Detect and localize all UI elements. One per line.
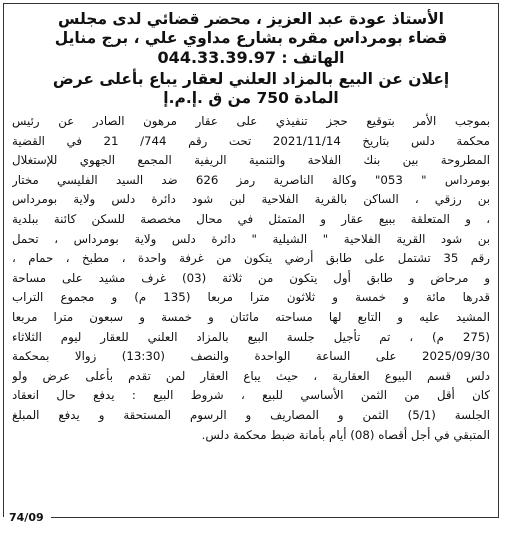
- body-line: محكمة دلس بتاريخ 2021/11/14 تحت رقم 744/ 21 في القضية: [12, 133, 490, 148]
- announcement-title: [4, 68, 498, 108]
- reference-code: 74/09: [9, 511, 44, 524]
- footer: [3, 511, 499, 525]
- phone-label: الهاتف :: [281, 49, 345, 67]
- body-line: بن رزقي ، الساكن بالقرية الفلاحية لبن شود دائرة دلس ولاية بومرداس: [12, 192, 490, 207]
- announcement-frame: [3, 3, 499, 517]
- announcement-body: [4, 108, 498, 445]
- body-line: كان أقل من الثمن الأساسي للبيع ، شروط البيع : يدفع حال انعقاد: [12, 388, 490, 403]
- body-line: (275 م) ، تم تأجيل جلسة البيع بالمزاد العلني للعقار ليوم الثلاثاء: [12, 329, 490, 344]
- header-line-1: الأستاذ عودة عبد العزيز ، محضر قضائي لدى مجلس: [58, 10, 444, 28]
- body-line: بن شود القرية الفلاحية " الشيلية " دائرة دلس ولاية بومرداس ، تحمل: [12, 231, 490, 246]
- body-line: دلس قسم البيوع العقارية ، حيث يباع العقار لمن تقدم بأعلى عرض ولو: [12, 368, 490, 383]
- body-line: بموجب الأمر بتوقيع حجز تنفيذي على عقار مرهون الصادر عن رئيس: [12, 114, 490, 128]
- body-line: ، و المتعلقة ببيع عقار و المتمثل في محال مخصصة للسكن كائنة ببلدية: [12, 211, 490, 226]
- body-line: قدرها مائة و خمسة و ثلاثون مترا مربعا (135 م) و مجموع التراب: [12, 290, 490, 305]
- header-line-2: قضاء بومرداس مقره بشارع مداوي علي ، برج منايل: [54, 29, 448, 47]
- body-line: رقم 35 تشتمل على طابق أرضي يتكون من غرفة واحدة ، مطبخ ، حمام ،: [12, 251, 490, 266]
- body-line: المطروحة بين بنك الفلاحة والتنمية الريفية المجمع الجهوي للإستغلال: [12, 153, 490, 168]
- title-line-2: المادة 750 من ق .إ.م.إ: [163, 89, 339, 107]
- body-line: المشيد عليه و التابع لها مساحته مائتان و خمسة و سبعون مترا مربعا: [12, 309, 490, 324]
- phone-number: 044.33.39.97: [157, 48, 276, 67]
- bailiff-header: [4, 4, 498, 68]
- body-line: 2025/09/30 على الساعة الواحدة والنصف (13:30) زوالا بمحكمة: [12, 349, 490, 364]
- body-line-last: المتبقي في أجل أقصاه (08) أيام بأمانة ضبط محكمة دلس.: [201, 427, 490, 442]
- header-phone-line: [12, 48, 490, 68]
- footer-divider: [51, 517, 499, 518]
- body-line: و مرحاض و طابق أول يتكون من ثلاثة (03) غرف مشيد على مساحة: [12, 270, 490, 285]
- title-line-1: إعلان عن البيع بالمزاد العلني لعقار يباع بأعلى عرض: [52, 70, 450, 88]
- body-line: بومرداس " 053" وكالة الناصرية رمز 626 ضد السيد الفليسي مختار: [12, 172, 490, 187]
- body-line: الجلسة (5/1) الثمن و المصاريف و الرسوم المستحقة و يدفع المبلغ: [12, 407, 490, 422]
